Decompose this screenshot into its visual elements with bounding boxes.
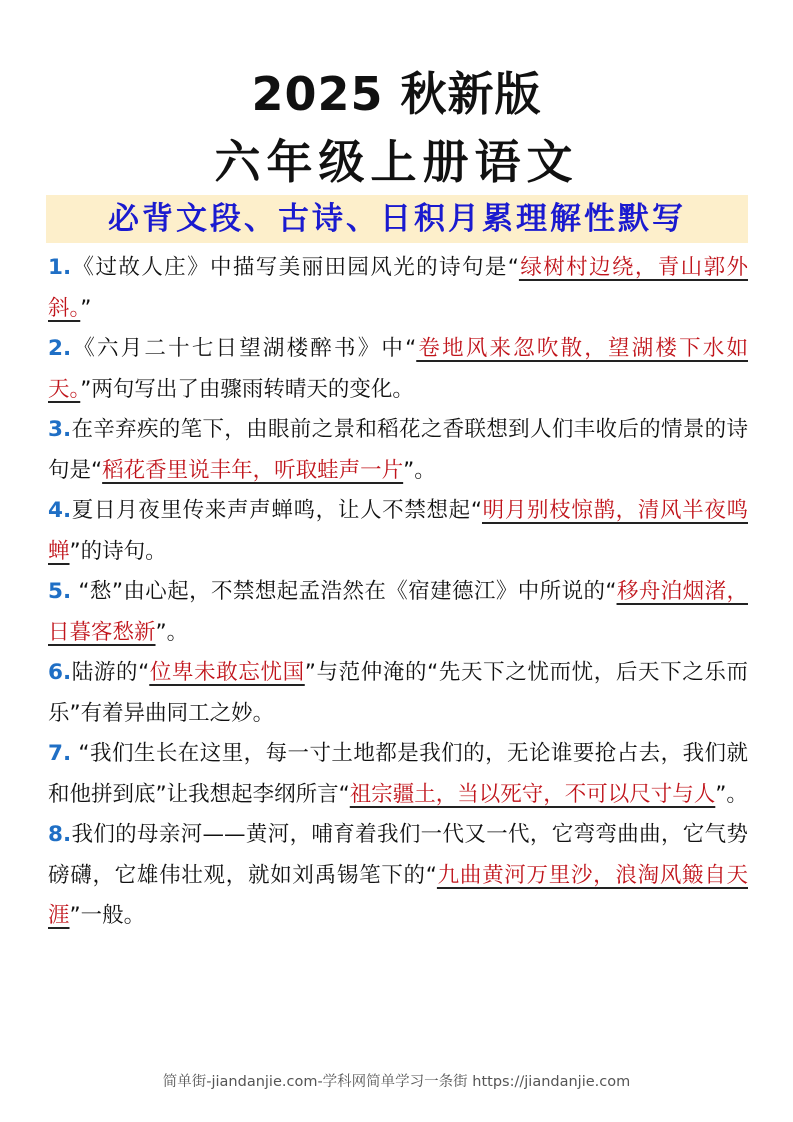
question-text: “我们生长在这里，每一寸土地都是我们的，无论谁要抢占去，我们就和他拼到底”让我想起李纲所言“ xyxy=(48,741,748,807)
question-number: 7. xyxy=(48,741,72,766)
question-item-3 xyxy=(48,410,748,491)
question-list xyxy=(48,248,748,937)
subtitle-banner xyxy=(46,195,748,243)
question-number: 8. xyxy=(48,822,72,847)
question-item-5 xyxy=(48,572,748,653)
answer-text: 绿树村边绕，青山郭外斜。 xyxy=(48,255,748,321)
question-text-after: ” xyxy=(80,295,92,321)
question-item-6 xyxy=(48,653,748,734)
question-text-after: ”一般。 xyxy=(69,903,146,928)
answer-text: 九曲黄河万里沙，浪淘风簸自天涯 xyxy=(48,862,748,928)
question-text: “愁”由心起，不禁想起孟浩然在《宿建德江》中所说的“ xyxy=(71,579,617,604)
question-text: 夏日月夜里传来声声蝉鸣，让人不禁想起“ xyxy=(71,498,482,523)
question-number: 2. xyxy=(48,336,72,361)
question-number: 4. xyxy=(48,498,72,523)
answer-text: 位卑未敢忘忧国 xyxy=(149,660,305,685)
question-text-after: ”。 xyxy=(715,781,748,807)
question-item-8 xyxy=(48,815,748,937)
page-title-year: 2025 秋新版 xyxy=(251,67,542,121)
question-text-after: ”与范仲淹的“先天下之忧而忧，后天下之乐而乐”有着异曲同工之妙。 xyxy=(48,660,748,726)
question-text-after: ”两句写出了由骤雨转晴天的变化。 xyxy=(80,376,414,402)
page-title-grade: 六年级上册语文 xyxy=(214,135,579,189)
answer-text: 卷地风来忽吹散，望湖楼下水如天。 xyxy=(48,336,748,402)
question-item-7 xyxy=(48,734,748,815)
question-text: 在辛弃疾的笔下，由眼前之景和稻花之香联想到人们丰收后的情景的诗句是“ xyxy=(48,417,748,483)
question-item-1 xyxy=(48,248,748,329)
question-text-after: ”。 xyxy=(155,619,189,645)
question-text-after: ”的诗句。 xyxy=(69,538,167,564)
question-text-after: ”。 xyxy=(403,457,436,483)
question-text: 《六月二十七日望湖楼醉书》中“ xyxy=(71,336,417,361)
question-number: 5. xyxy=(48,579,72,604)
answer-text: 移舟泊烟渚，日暮客愁新 xyxy=(48,579,748,645)
question-text: 我们的母亲河——黄河，哺育着我们一代又一代，它弯弯曲曲，它气势磅礴，它雄伟壮观，就如刘禹锡笔下的“ xyxy=(48,822,748,888)
question-number: 6. xyxy=(48,660,72,685)
question-text: 《过故人庄》中描写美丽田园风光的诗句是“ xyxy=(71,255,519,280)
subtitle-text: 必背文段、古诗、日积月累理解性默写 xyxy=(108,201,686,237)
answer-text: 明月别枝惊鹊，清风半夜鸣蝉 xyxy=(48,498,748,564)
question-item-2 xyxy=(48,329,748,410)
question-number: 3. xyxy=(48,417,72,442)
question-number: 1. xyxy=(48,255,72,280)
footer-watermark: 简单街-jiandanjie.com-学科网简单学习一条街 https://jiandanjie.com xyxy=(162,1074,631,1090)
answer-text: 祖宗疆土，当以死守，不可以尺寸与人 xyxy=(349,781,716,807)
answer-text: 稻花香里说丰年，听取蛙声一片 xyxy=(102,457,404,483)
question-item-4 xyxy=(48,491,748,572)
question-text: 陆游的“ xyxy=(71,660,150,685)
